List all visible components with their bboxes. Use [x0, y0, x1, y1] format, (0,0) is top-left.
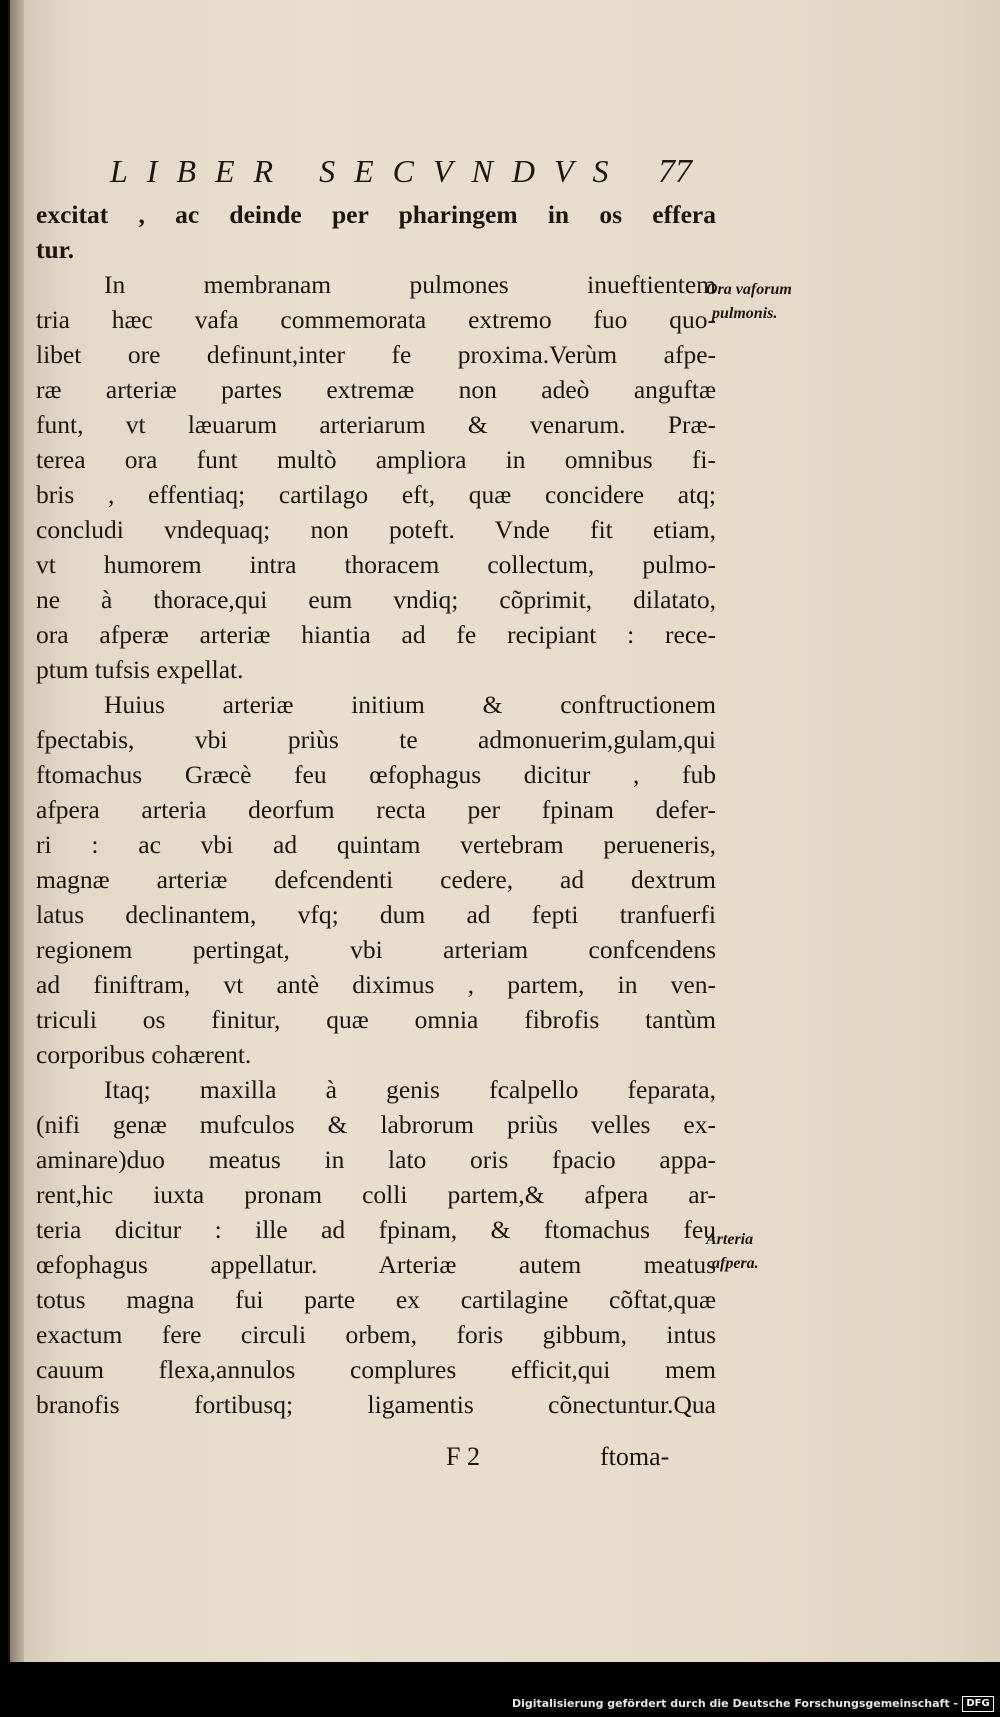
- dfg-logo-icon: DFG: [962, 1696, 994, 1712]
- text-line: tur.: [36, 235, 75, 264]
- text-line: totus magna fui parte ex cartilagine cõftat,quæ: [36, 1285, 716, 1314]
- text-line: fpectabis, vbi priùs te admonuerim,gulam,qui: [36, 725, 716, 754]
- text-line: ora afperæ arteriæ hiantia ad fe recipiant : rece-: [36, 620, 716, 649]
- text-line: Huius arteriæ initium & conftructionem: [104, 690, 716, 719]
- text-line: vt humorem intra thoracem collectum, pulmo-: [36, 550, 716, 579]
- text-line: regionem pertingat, vbi arteriam confcendens: [36, 935, 716, 964]
- running-title: LIBER SECVNDVS: [110, 153, 628, 189]
- text-line: aminare)duo meatus in lato oris fpacio appa-: [36, 1145, 716, 1174]
- text-line: œfophagus appellatur. Arteriæ autem meatus: [36, 1250, 716, 1279]
- text-line: cauum flexa,annulos complures efficit,qui mem: [36, 1355, 716, 1384]
- text-line: excitat , ac deinde per pharingem in os effera: [36, 200, 716, 229]
- text-line: Itaq; maxilla à genis fcalpello feparata,: [104, 1075, 716, 1104]
- text-line: terea ora funt multò ampliora in omnibus fi-: [36, 445, 716, 474]
- text-line: triculi os finitur, quæ omnia fibrofis tantùm: [36, 1005, 716, 1034]
- book-page: [8, 0, 1000, 1662]
- text-line: funt, vt læuarum arteriarum & venarum. Præ-: [36, 410, 716, 439]
- margin-note-line: afpera.: [712, 1255, 759, 1272]
- text-line: ad finiftram, vt antè diximus , partem, in ven-: [36, 970, 716, 999]
- margin-note-line: Ora vaforum: [706, 281, 792, 298]
- text-line: ftomachus Græcè feu œfophagus dicitur , fub: [36, 760, 716, 789]
- text-line: afpera arteria deorfum recta per fpinam defer-: [36, 795, 716, 824]
- page-number: 77: [658, 153, 692, 190]
- text-line: concludi vndequaq; non poteft. Vnde fit etiam,: [36, 515, 716, 544]
- text-line: ne à thorace,qui eum vndiq; cõprimit, dilatato,: [36, 585, 716, 614]
- margin-note-ora-vasorum: [706, 278, 792, 326]
- body-text: [36, 197, 716, 1422]
- text-line: magnæ arteriæ defcendenti cedere, ad dextrum: [36, 865, 716, 894]
- text-line: branofis fortibusq; ligamentis cõnectuntur.Qua: [36, 1390, 716, 1419]
- margin-note-line: pulmonis.: [712, 305, 778, 322]
- text-line: (nifi genæ mufculos & labrorum priùs velles ex-: [36, 1110, 716, 1139]
- page-footer: [10, 1442, 730, 1482]
- text-line: libet ore definunt,inter fe proxima.Verùm afpe-: [36, 340, 716, 369]
- digitization-attribution: Digitalisierung gefördert durch die Deutsche Forschungsgemeinschaft -: [511, 1697, 958, 1710]
- margin-note-arteria-aspera: [706, 1228, 759, 1276]
- catchword: ftoma-: [600, 1442, 670, 1471]
- page-gutter: [10, 0, 24, 1662]
- page-header: [110, 153, 710, 193]
- text-line: In membranam pulmones inueftientem: [104, 270, 716, 299]
- text-line: corporibus cohærent.: [36, 1040, 252, 1069]
- text-line: tria hæc vafa commemorata extremo fuo quo-: [36, 305, 716, 334]
- text-line: latus declinantem, vfq; dum ad fepti tranfuerfi: [36, 900, 716, 929]
- text-line: teria dicitur : ille ad fpinam, & ftomachus feu: [36, 1215, 716, 1244]
- margin-note-line: Arteria: [706, 1231, 754, 1248]
- signature-mark: F 2: [446, 1442, 480, 1471]
- text-line: ptum tufsis expellat.: [36, 655, 244, 684]
- text-line: bris , effentiaq; cartilago eft, quæ concidere atq;: [36, 480, 716, 509]
- text-line: exactum fere circuli orbem, foris gibbum, intus: [36, 1320, 716, 1349]
- text-line: ræ arteriæ partes extremæ non adeò anguftæ: [36, 375, 716, 404]
- text-line: rent,hic iuxta pronam colli partem,& afpera ar-: [36, 1180, 716, 1209]
- text-line: ri : ac vbi ad quintam vertebram perueneris,: [36, 830, 716, 859]
